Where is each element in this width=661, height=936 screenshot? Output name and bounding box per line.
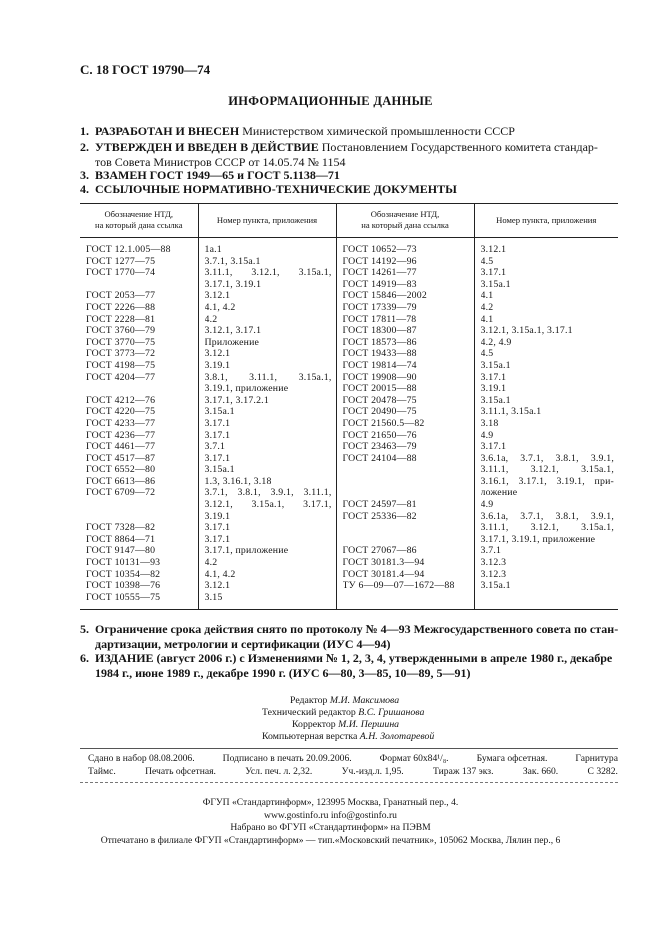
table-cell-ref: 3.12.1, 3.15а.1, 3.17.1, — [204, 499, 332, 511]
table-cell-doc — [86, 499, 194, 511]
table-cell-doc: ГОСТ 7328—82 — [86, 522, 156, 534]
table-cell-doc — [343, 522, 470, 534]
table-cell-doc: ГОСТ 3773—72 — [86, 348, 156, 360]
table-cell-doc: ГОСТ 4517—87 — [86, 452, 156, 464]
info-item-5 — [80, 622, 620, 652]
section-title: ИНФОРМАЦИОННЫЕ ДАННЫЕ — [228, 94, 433, 108]
table-cell-doc: ГОСТ 20490—75 — [342, 406, 417, 418]
table-cell-doc: ГОСТ 15846—2002 — [342, 290, 427, 302]
col-header-ref: Номер пункта, приложения — [198, 204, 336, 238]
item-heading: ССЫЛОЧНЫЕ НОРМАТИВНО-ТЕХНИЧЕСКИЕ ДОКУМЕНТЫ — [95, 182, 457, 196]
table-cell-doc: ГОСТ 4204—77 — [86, 371, 156, 383]
left-doc-column — [80, 238, 198, 610]
table-cell-ref: 4.2, 4.9 — [480, 336, 512, 348]
table-cell-ref: 3.15 — [204, 591, 223, 603]
footer-line: Отпечатано в филиале ФГУП «Стандартинформ» — тип.«Московский печатник», 105062 Москва, Лялин пер., 6 — [100, 834, 561, 846]
item-heading: УТВЕРЖДЕН И ВВЕДЕН В ДЕЙСТВИЕ — [95, 140, 319, 154]
table-cell-doc — [86, 511, 194, 523]
table-cell-doc: ГОСТ 1770—74 — [86, 267, 156, 279]
credit-line: Корректор М.И. Першина — [292, 719, 400, 730]
table-cell-doc: ГОСТ 3760—79 — [86, 325, 156, 337]
divider — [80, 782, 618, 783]
table-cell-ref: 3.17.1, приложение — [204, 545, 289, 557]
right-ref-column — [474, 238, 618, 610]
table-cell-doc: ГОСТ 20478—75 — [342, 394, 417, 406]
table-cell-ref: Приложение — [204, 336, 260, 348]
table-cell-doc: ГОСТ 4236—77 — [86, 429, 156, 441]
table-cell-ref: 3.7.1, 3.8.1, 3.9.1, 3.11.1, — [204, 487, 332, 499]
table-cell-ref: 3.7.1 — [204, 441, 226, 453]
table-cell-ref: 3.7.1, 3.15а.1 — [204, 255, 261, 267]
table-cell-doc: ГОСТ 14261—77 — [342, 267, 417, 279]
table-cell-ref: 4.2 — [204, 313, 218, 325]
table-cell-doc — [86, 279, 194, 291]
table-cell-ref: 3.19.1 — [480, 383, 507, 395]
table-cell-doc: ГОСТ 4212—76 — [86, 394, 156, 406]
table-cell-doc — [343, 476, 470, 488]
table-cell-doc: ГОСТ 10652—73 — [342, 244, 417, 255]
table-cell-ref: 3.6.1а, 3.7.1, 3.8.1, 3.9.1, — [480, 452, 614, 464]
table-cell-doc: ГОСТ 6613—86 — [86, 475, 156, 487]
table-cell-doc: ГОСТ 10354—82 — [86, 568, 161, 580]
publication-info-row-2: Таймс. Печать офсетная. Усл. печ. л. 2,32. Уч.-изд.л. 1,95. Тираж 137 экз. Зак. 660. С 3282. — [88, 766, 618, 777]
table-cell-ref: 4.1, 4.2 — [204, 301, 236, 313]
item-body: Министерством химической промышленности СССР — [242, 124, 515, 138]
table-cell-ref: 3.12.3 — [480, 557, 507, 569]
table-cell-ref: 3.17.1 — [204, 533, 231, 545]
table-cell-doc: ГОСТ 18573—86 — [342, 336, 417, 348]
table-cell-ref: 3.11.1, 3.12.1, 3.15а.1, — [204, 267, 332, 279]
table-cell-ref: 4.2 — [480, 301, 494, 313]
table-cell-ref: 3.15а.1 — [204, 464, 235, 476]
table-cell-ref: 3.6.1а, 3.7.1, 3.8.1, 3.9.1, — [480, 510, 614, 522]
table-cell-doc: ГОСТ 17339—79 — [342, 301, 417, 313]
table-body-row — [80, 238, 618, 610]
item-number: 4. — [80, 182, 89, 196]
table-cell-doc: ГОСТ 12.1.005—88 — [86, 244, 171, 255]
item-number: 3. — [80, 168, 89, 182]
item-number: 2. — [80, 140, 89, 154]
table-cell-ref: 3.17.1, 3.19.1 — [204, 278, 262, 290]
page-header: С. 18 ГОСТ 19790—74 — [80, 62, 211, 77]
item-body-cont: тов Совета Министров СССР от 14.05.74 № 1154 — [95, 155, 346, 169]
item-heading: ВЗАМЕН ГОСТ 1949—65 и ГОСТ 5.1138—71 — [95, 168, 340, 182]
table-cell-ref: 3.15а.1 — [480, 278, 511, 290]
info-item-6 — [80, 651, 620, 681]
table-cell-ref: 3.17.1, 3.19.1, приложение — [480, 533, 596, 545]
table-cell-doc: ГОСТ 14192—96 — [342, 255, 417, 267]
references-table — [80, 203, 618, 610]
table-cell-ref: 3.17.1 — [480, 267, 507, 279]
table-cell-ref: 3.17.1 — [204, 522, 231, 534]
table-cell-doc: ГОСТ 10398—76 — [86, 580, 161, 592]
table-cell-doc — [86, 383, 194, 395]
table-cell-doc: ГОСТ 4198—75 — [86, 359, 156, 371]
item-body: (август 2006 г.) с Изменениями № 1, 2, 3, 4, утвержденными в апреле 1980 г., декабре — [156, 651, 613, 665]
credit-line: Технический редактор В.С. Гришанова — [262, 707, 425, 718]
table-cell-doc: ГОСТ 19433—88 — [342, 348, 417, 360]
table-cell-doc: ГОСТ 19908—90 — [342, 371, 417, 383]
table-cell-doc: ГОСТ 2053—77 — [86, 290, 156, 302]
table-cell-ref: 4.1 — [480, 290, 494, 302]
footer-line: ФГУП «Стандартинформ», 123995 Москва, Гранатный пер., 4. — [202, 797, 459, 808]
table-cell-ref: 4.1, 4.2 — [204, 568, 236, 580]
table-cell-ref: 3.17.1 — [480, 371, 507, 383]
table-cell-doc: ГОСТ 17811—78 — [342, 313, 417, 325]
col-header-doc: Обозначение НТД, на который дана ссылка — [80, 204, 198, 238]
table-cell-ref: 1.3, 3.16.1, 3.18 — [204, 475, 272, 487]
table-cell-ref: 3.8.1, 3.11.1, 3.15а.1, — [204, 371, 332, 383]
table-cell-ref: 3.17.1, 3.17.2.1 — [204, 394, 269, 406]
table-cell-ref: 3.15а.1 — [480, 394, 511, 406]
table-cell-ref: 3.16.1, 3.17.1, 3.19.1, при- — [480, 475, 614, 487]
item-body-cont: 1984 г., июне 1989 г., декабре 1990 г. (ИУС 6—80, 3—85, 10—89, 5—91) — [95, 666, 471, 680]
table-cell-ref: 1а.1 — [204, 244, 222, 255]
table-cell-ref: 3.19.1, приложение — [204, 383, 289, 395]
table-cell-ref: 3.17.1 — [204, 417, 231, 429]
table-cell-ref: 3.12.1 — [480, 244, 507, 255]
table-cell-doc: ГОСТ 4233—77 — [86, 417, 156, 429]
info-item-2 — [80, 140, 620, 170]
table-cell-ref: 3.11.1, 3.12.1, 3.15а.1, — [480, 522, 614, 534]
credits — [250, 695, 434, 743]
footer-line: Набрано во ФГУП «Стандартинформ» на ПЭВМ — [230, 822, 431, 833]
table-cell-ref: 3.15а.1 — [480, 580, 511, 592]
table-cell-doc: ГОСТ 27067—86 — [342, 545, 417, 557]
item-number: 1. — [80, 124, 89, 138]
table-cell-ref: 3.12.1 — [204, 290, 231, 302]
credit-line: Компьютерная верстка А.Н. Золотаревой — [262, 731, 435, 742]
table-cell-ref: 3.12.3 — [480, 568, 507, 580]
table-cell-ref: 4.9 — [480, 429, 494, 441]
table-cell-ref: 4.5 — [480, 255, 494, 267]
table-cell-doc: ГОСТ 21560.5—82 — [342, 417, 425, 429]
info-item-4 — [80, 182, 620, 197]
table-cell-doc: ГОСТ 30181.3—94 — [342, 557, 425, 569]
table-cell-doc — [343, 487, 470, 499]
table-cell-doc: ГОСТ 9147—80 — [86, 545, 156, 557]
table-cell-doc: ГОСТ 3770—75 — [86, 336, 156, 348]
credit-line: Редактор М.И. Максимова — [290, 695, 400, 706]
table-cell-ref: 3.17.1 — [204, 452, 231, 464]
table-cell-doc: ГОСТ 10131—93 — [86, 557, 161, 569]
right-doc-column — [336, 238, 474, 610]
table-cell-ref: 3.19.1 — [204, 510, 231, 522]
table-cell-doc: ГОСТ 24104—88 — [342, 452, 417, 464]
table-cell-doc: ГОСТ 19814—74 — [342, 359, 417, 371]
table-cell-doc: ГОСТ 30181.4—94 — [342, 568, 425, 580]
left-ref-column — [198, 238, 336, 610]
item-body: Ограничение срока действия снято по протоколу № 4—93 Межгосударственного совета по стан- — [95, 622, 619, 636]
table-cell-ref: 3.17.1 — [204, 429, 231, 441]
table-cell-ref: 3.12.1 — [204, 348, 231, 360]
table-cell-ref: 3.11.1, 3.15а.1 — [480, 406, 542, 418]
table-cell-doc: ГОСТ 2226—88 — [86, 301, 156, 313]
table-cell-ref: 3.15а.1 — [480, 359, 511, 371]
table-cell-doc: ГОСТ 6552—80 — [86, 464, 156, 476]
info-item-1 — [80, 124, 620, 139]
item-body-cont: дартизации, метрологии и сертификации (ИУС 4—94) — [95, 637, 391, 651]
table-cell-ref: 3.17.1 — [480, 441, 507, 453]
table-cell-doc: ГОСТ 1277—75 — [86, 255, 156, 267]
item-number: 5. — [80, 622, 89, 636]
item-number: 6. — [80, 651, 89, 665]
table-cell-ref: 3.15а.1 — [204, 406, 235, 418]
table-cell-doc: ГОСТ 6709—72 — [86, 487, 156, 499]
publication-info-row-1: Сдано в набор 08.08.2006. Подписано в печать 20.09.2006. Формат 60х84¹/₈. Бумага офсетная. Гарнитура — [88, 753, 618, 764]
table-cell-ref: 4.1 — [480, 313, 494, 325]
footer-line: www.gostinfo.ru info@gostinfo.ru — [264, 809, 397, 821]
table-header-row — [80, 204, 618, 238]
info-item-3 — [80, 168, 620, 183]
table-cell-doc: ГОСТ 23463—79 — [342, 441, 417, 453]
table-cell-doc: ГОСТ 2228—81 — [86, 313, 156, 325]
table-cell-ref: 3.11.1, 3.12.1, 3.15а.1, — [480, 464, 614, 476]
item-heading: ИЗДАНИЕ — [95, 651, 154, 665]
table-cell-doc: ГОСТ 21650—76 — [342, 429, 417, 441]
item-heading: РАЗРАБОТАН И ВНЕСЕН — [95, 124, 240, 138]
table-cell-doc — [343, 464, 470, 476]
item-body: Постановлением Государственного комитета стандар- — [321, 140, 598, 154]
table-cell-doc: ГОСТ 8864—71 — [86, 533, 156, 545]
col-header-ref: Номер пункта, приложения — [474, 204, 618, 238]
table-cell-ref: 4.5 — [480, 348, 494, 360]
table-cell-doc: ГОСТ 4220—75 — [86, 406, 156, 418]
table-cell-doc: ГОСТ 18300—87 — [342, 325, 417, 337]
divider — [80, 748, 618, 749]
table-cell-doc: ГОСТ 14919—83 — [342, 278, 417, 290]
table-cell-doc: ГОСТ 4461—77 — [86, 441, 156, 453]
table-cell-ref: ложение — [480, 487, 518, 499]
col-header-doc: Обозначение НТД, на который дана ссылка — [336, 204, 474, 238]
table-cell-ref: 3.7.1 — [480, 545, 502, 557]
table-cell-doc: ТУ 6—09—07—1672—88 — [342, 580, 455, 592]
table-cell-doc — [343, 534, 470, 546]
table-cell-ref: 4.9 — [480, 499, 494, 511]
table-cell-ref: 3.12.1, 3.15а.1, 3.17.1 — [480, 325, 573, 337]
publisher-footer — [0, 797, 661, 847]
table-cell-doc: ГОСТ 20015—88 — [342, 383, 417, 395]
table-cell-doc: ГОСТ 10555—75 — [86, 591, 161, 603]
table-cell-ref: 3.12.1 — [204, 580, 231, 592]
table-cell-ref: 3.12.1, 3.17.1 — [204, 325, 262, 337]
table-cell-ref: 3.18 — [480, 417, 499, 429]
table-cell-ref: 4.2 — [204, 557, 218, 569]
table-cell-doc: ГОСТ 25336—82 — [342, 510, 417, 522]
table-cell-doc: ГОСТ 24597—81 — [342, 499, 417, 511]
table-cell-ref: 3.19.1 — [204, 359, 231, 371]
